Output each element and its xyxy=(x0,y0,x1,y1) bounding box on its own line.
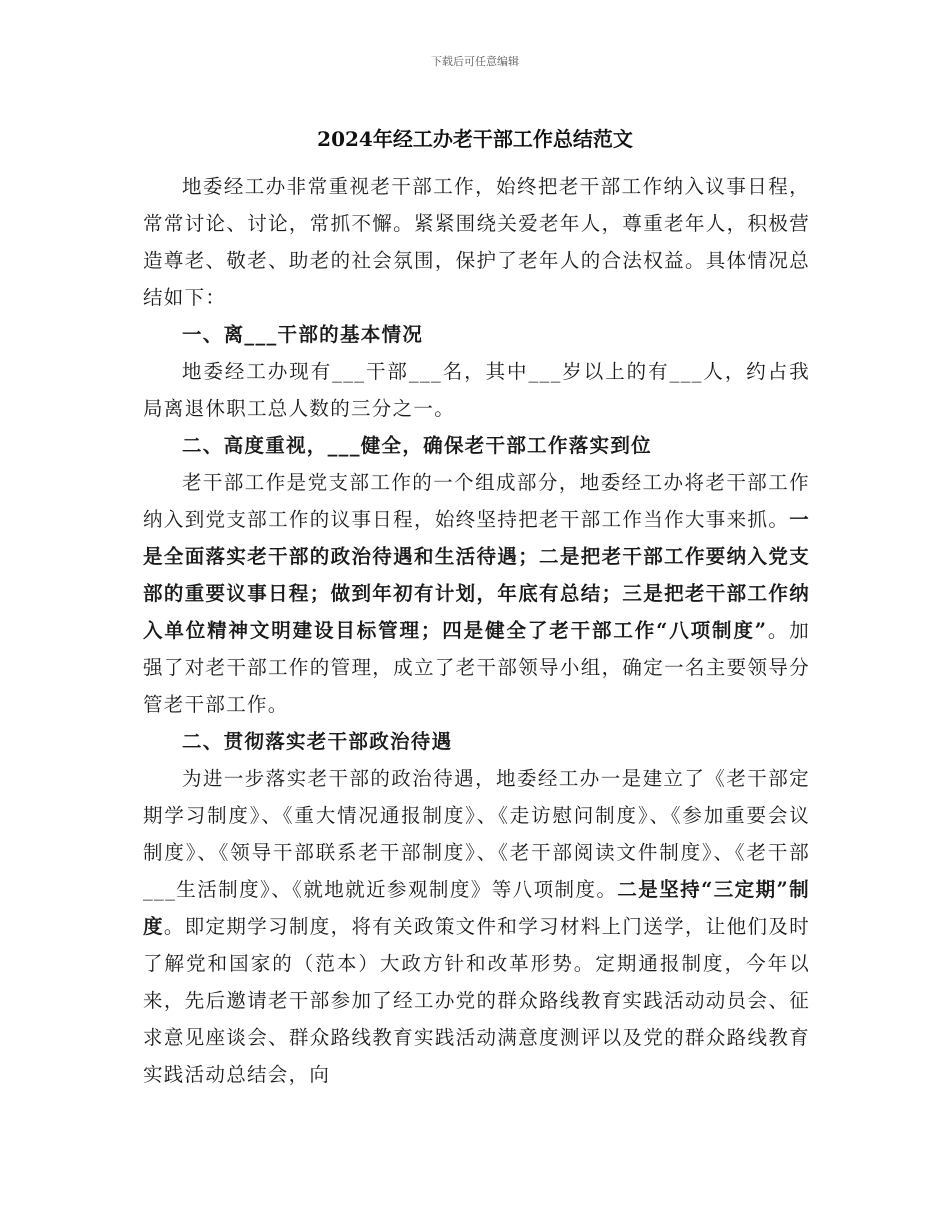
paragraph-text: 为进一步落实老干部的政治待遇，地委经工办一是建立了《老干部定期学习制度》、《重大情况通报制度》、《走访慰问制度》、《参加重要会议制度》、《领导干部联系老干部制度》、《老干部阅读文件制度》、《老干部___生活制度》、《就地就近参观制度》等八项制度。 xyxy=(143,767,810,901)
paragraph-political xyxy=(143,760,810,1093)
intro-paragraph: 地委经工办非常重视老干部工作，始终把老干部工作纳入议事日程，常常讨论、讨论，常抓不懈。紧紧围绕关爱老年人，尊重老年人，积极营造尊老、敬老、助老的社会氛围，保护了老年人的合法权益。具体情况总结如下： xyxy=(143,175,810,309)
section-heading-2: 二、高度重视，___健全，确保老干部工作落实到位 xyxy=(182,434,652,457)
section-heading-1: 一、离___干部的基本情况 xyxy=(182,323,424,346)
paragraph-text: 。加强了对老干部工作的管理，成立了老干部领导小组，确定一名主要领导分管老干部工作。 xyxy=(143,619,810,716)
document-body xyxy=(143,168,810,1093)
paragraph-basic-info: 地委经工办现有___干部___名，其中___岁以上的有___人，约占我局离退休职工总人数的三分之一。 xyxy=(143,360,810,420)
bold-text: 二是坚持“三定期”制度 xyxy=(143,878,810,938)
section-heading-3: 二、贯彻落实老干部政治待遇 xyxy=(182,730,453,753)
paragraph-text: 。即定期学习制度，将有关政策文件和学习材料上门送学，让他们及时了解党和国家的（范本）大政方针和改革形势。定期通报制度，今年以来，先后邀请老干部参加了经工办党的群众路线教育实践活动动员会、征求意见座谈会、群众路线教育实践活动满意度测评以及党的群众路线教育实践活动总结会，向 xyxy=(143,915,810,1086)
paragraph-attention xyxy=(143,464,810,723)
document-title: 2024年经工办老干部工作总结范文 xyxy=(317,127,633,151)
paragraph-text: 老干部工作是党支部工作的一个组成部分，地委经工办将老干部工作纳入到党支部工作的议事日程，始终坚持把老干部工作当作大事来抓。 xyxy=(143,471,810,531)
header-note: 下载后可任意编辑 xyxy=(431,55,519,68)
bold-text: 一是全面落实老干部的政治待遇和生活待遇；二是把老干部工作要纳入党支部的重要议事日程；做到年初有计划，年底有总结；三是把老干部工作纳入单位精神文明建设目标管理；四是健全了老干部工作“八项制度” xyxy=(143,508,810,642)
